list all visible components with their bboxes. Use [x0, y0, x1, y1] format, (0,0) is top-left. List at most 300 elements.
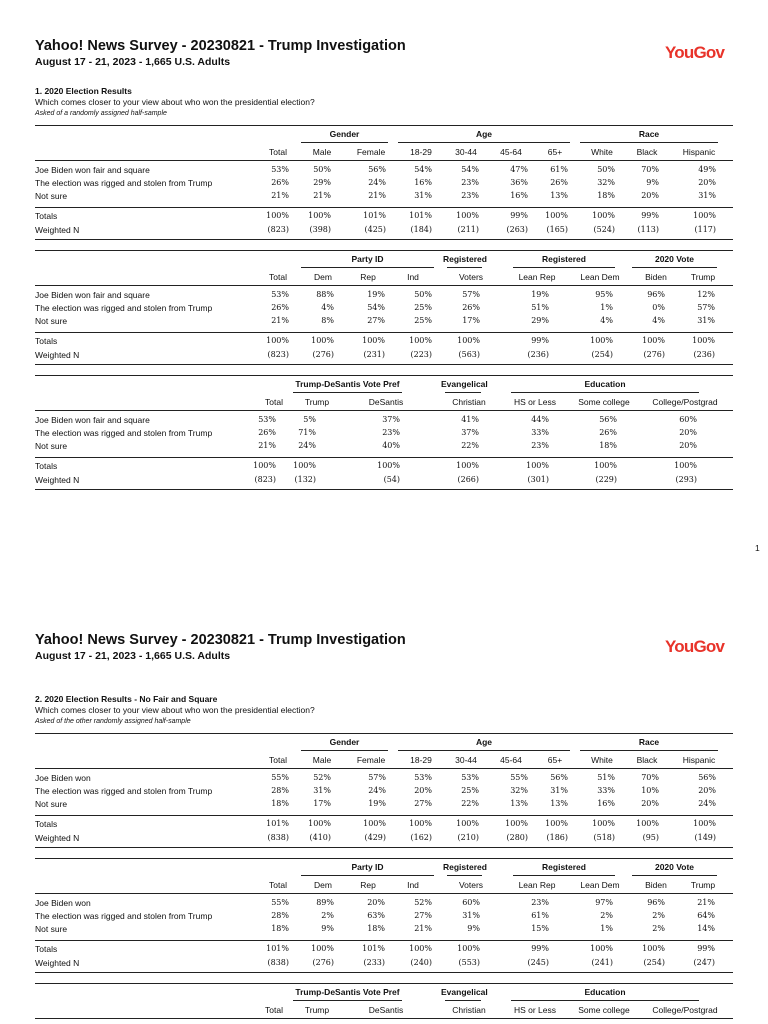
table-cell: 31%	[697, 316, 715, 325]
column-header: Biden	[645, 880, 667, 890]
column-header: Hispanic	[682, 755, 716, 765]
table-bottom-rule	[35, 239, 733, 240]
totals-cell: 100%	[456, 461, 479, 470]
table-cell: 27%	[414, 799, 432, 808]
table-cell: 31%	[414, 191, 432, 200]
weighted-n-cell: (301)	[527, 475, 549, 484]
table-cell: 28%	[271, 911, 289, 920]
group-header: Trump-DeSantis Vote Pref	[295, 987, 400, 997]
weighted-n-label: Weighted N	[35, 833, 80, 843]
totals-cell: 100%	[409, 944, 432, 953]
table-cell: 61%	[531, 911, 549, 920]
question-title: 2. 2020 Election Results - No Fair and Square	[35, 694, 218, 704]
totals-cell: 100%	[693, 819, 716, 828]
table-cell: 70%	[641, 773, 659, 782]
group-rule	[580, 750, 718, 751]
group-rule	[293, 1000, 402, 1001]
totals-cell: 100%	[590, 336, 613, 345]
group-header: Registered	[443, 254, 487, 264]
table-cell: 24%	[298, 441, 316, 450]
weighted-n-label: Weighted N	[35, 475, 80, 485]
header-rule	[35, 285, 733, 286]
weighted-n-cell: (276)	[312, 958, 334, 967]
row-label: Joe Biden won fair and square	[35, 290, 150, 300]
table-cell: 23%	[531, 441, 549, 450]
table-cell: 55%	[271, 773, 289, 782]
totals-cell: 101%	[266, 819, 289, 828]
column-header: HS or Less	[513, 397, 557, 407]
table-cell: 64%	[697, 911, 715, 920]
table-cell: 19%	[368, 799, 386, 808]
body-rule	[35, 940, 733, 941]
column-header: Rep	[360, 880, 376, 890]
group-rule	[632, 875, 717, 876]
row-label: Joe Biden won fair and square	[35, 415, 150, 425]
table-cell: 53%	[414, 773, 432, 782]
column-header: Dem	[314, 880, 332, 890]
totals-cell: 100%	[457, 336, 480, 345]
table-cell: 26%	[271, 178, 289, 187]
totals-cell: 100%	[266, 336, 289, 345]
weighted-n-cell: (276)	[312, 350, 334, 359]
group-rule	[447, 875, 482, 876]
table-cell: 21%	[271, 316, 289, 325]
column-header: Female	[356, 755, 386, 765]
table-cell: 13%	[550, 191, 568, 200]
report-title: Yahoo! News Survey - 20230821 - Trump Investigation	[35, 38, 406, 54]
group-header: 2020 Vote	[654, 862, 695, 872]
table-cell: 2%	[652, 911, 665, 920]
weighted-n-cell: (247)	[693, 958, 715, 967]
table-cell: 1%	[600, 924, 613, 933]
weighted-n-cell: (95)	[642, 833, 659, 842]
row-label: The election was rigged and stolen from Trump	[35, 911, 213, 921]
table-cell: 18%	[271, 799, 289, 808]
group-header: Party ID	[351, 862, 384, 872]
table-cell: 20%	[679, 441, 697, 450]
totals-cell: 100%	[636, 819, 659, 828]
group-header: Evangelical	[441, 987, 488, 997]
column-header: DeSantis	[368, 397, 404, 407]
table-cell: 70%	[641, 165, 659, 174]
group-header: Registered	[443, 862, 487, 872]
question-note: Asked of the other randomly assigned half-sample	[35, 718, 191, 725]
weighted-n-cell: (113)	[637, 225, 659, 234]
table-cell: 21%	[271, 191, 289, 200]
group-header: Registered	[542, 254, 586, 264]
group-rule	[301, 750, 388, 751]
column-header: Christian	[452, 1005, 486, 1015]
group-rule	[293, 392, 402, 393]
table-cell: 2%	[600, 911, 613, 920]
table-cell: 53%	[271, 290, 289, 299]
totals-cell: 101%	[266, 944, 289, 953]
totals-cell: 100%	[592, 819, 615, 828]
column-header: Total	[269, 880, 287, 890]
table-cell: 28%	[271, 786, 289, 795]
weighted-n-cell: (186)	[546, 833, 568, 842]
weighted-n-cell: (254)	[591, 350, 613, 359]
column-header: Total	[265, 1005, 283, 1015]
table-top-rule	[35, 858, 733, 859]
weighted-n-cell: (293)	[675, 475, 697, 484]
totals-cell: 100%	[311, 944, 334, 953]
group-rule	[301, 875, 434, 876]
table-cell: 95%	[595, 290, 613, 299]
totals-cell: 100%	[594, 461, 617, 470]
table-cell: 57%	[462, 290, 480, 299]
totals-cell: 100%	[642, 336, 665, 345]
totals-cell: 100%	[363, 819, 386, 828]
weighted-n-cell: (838)	[267, 833, 289, 842]
table-cell: 20%	[414, 786, 432, 795]
group-rule	[301, 142, 388, 143]
weighted-n-cell: (236)	[693, 350, 715, 359]
page-number: 1	[755, 543, 760, 553]
table-cell: 20%	[679, 428, 697, 437]
row-label: The election was rigged and stolen from Trump	[35, 428, 213, 438]
totals-cell: 100%	[457, 944, 480, 953]
group-rule	[398, 142, 570, 143]
table-cell: 18%	[367, 924, 385, 933]
weighted-n-cell: (838)	[267, 958, 289, 967]
table-cell: 18%	[599, 441, 617, 450]
table-cell: 16%	[414, 178, 432, 187]
column-header: Black	[636, 755, 658, 765]
table-cell: 27%	[367, 316, 385, 325]
weighted-n-cell: (233)	[363, 958, 385, 967]
table-cell: 54%	[414, 165, 432, 174]
weighted-n-cell: (524)	[593, 225, 615, 234]
table-cell: 44%	[531, 415, 549, 424]
column-header: DeSantis	[368, 1005, 404, 1015]
column-header: Trump	[690, 272, 716, 282]
weighted-n-cell: (553)	[458, 958, 480, 967]
group-rule	[445, 1000, 481, 1001]
table-top-rule	[35, 983, 733, 984]
body-rule	[35, 332, 733, 333]
table-cell: 26%	[271, 303, 289, 312]
weighted-n-cell: (425)	[364, 225, 386, 234]
table-cell: 1%	[600, 303, 613, 312]
column-header: 45-64	[500, 147, 522, 157]
group-header: Gender	[329, 129, 360, 139]
table-cell: 23%	[461, 178, 479, 187]
table-cell: 52%	[414, 898, 432, 907]
table-cell: 26%	[599, 428, 617, 437]
group-rule	[301, 267, 434, 268]
weighted-n-cell: (245)	[527, 958, 549, 967]
column-header: Lean Rep	[518, 272, 556, 282]
weighted-n-cell: (280)	[506, 833, 528, 842]
table-cell: 25%	[461, 786, 479, 795]
column-header: Lean Dem	[580, 272, 620, 282]
column-header: Total	[269, 147, 287, 157]
report-subtitle: August 17 - 21, 2023 - 1,665 U.S. Adults	[35, 56, 231, 68]
table-cell: 18%	[271, 924, 289, 933]
table-cell: 20%	[367, 898, 385, 907]
totals-cell: 100%	[642, 944, 665, 953]
table-cell: 29%	[531, 316, 549, 325]
totals-cell: 100%	[592, 211, 615, 220]
table-cell: 2%	[321, 911, 334, 920]
table-cell: 31%	[462, 911, 480, 920]
column-header: Trump	[690, 880, 716, 890]
column-header: College/Postgrad	[652, 397, 718, 407]
totals-cell: 101%	[409, 211, 432, 220]
weighted-n-cell: (223)	[410, 350, 432, 359]
table-cell: 14%	[697, 924, 715, 933]
group-rule	[445, 392, 481, 393]
totals-cell: 100%	[409, 336, 432, 345]
table-cell: 36%	[510, 178, 528, 187]
table-cell: 16%	[510, 191, 528, 200]
row-label: Not sure	[35, 441, 68, 451]
table-cell: 18%	[597, 191, 615, 200]
column-header: 18-29	[410, 755, 432, 765]
table-cell: 0%	[652, 303, 665, 312]
table-cell: 52%	[313, 773, 331, 782]
column-header: Some college	[578, 1005, 630, 1015]
totals-cell: 100%	[545, 819, 568, 828]
totals-cell: 99%	[531, 336, 549, 345]
weighted-n-label: Weighted N	[35, 958, 80, 968]
weighted-n-cell: (518)	[593, 833, 615, 842]
totals-cell: 100%	[293, 461, 316, 470]
question-text: Which comes closer to your view about who won the presidential election?	[35, 97, 315, 107]
totals-cell: 100%	[308, 819, 331, 828]
column-header: Male	[312, 147, 332, 157]
group-header: Age	[475, 129, 493, 139]
table-cell: 19%	[367, 290, 385, 299]
table-cell: 10%	[641, 786, 659, 795]
row-label: Not sure	[35, 191, 68, 201]
totals-label: Totals	[35, 461, 58, 471]
weighted-n-cell: (276)	[643, 350, 665, 359]
table-cell: 49%	[698, 165, 716, 174]
table-cell: 57%	[368, 773, 386, 782]
weighted-n-cell: (398)	[309, 225, 331, 234]
table-cell: 21%	[368, 191, 386, 200]
group-header: Race	[638, 129, 660, 139]
table-cell: 51%	[531, 303, 549, 312]
table-cell: 21%	[697, 898, 715, 907]
table-cell: 22%	[461, 441, 479, 450]
table-cell: 88%	[316, 290, 334, 299]
table-cell: 20%	[698, 786, 716, 795]
table-cell: 53%	[258, 415, 276, 424]
weighted-n-cell: (236)	[527, 350, 549, 359]
column-header: White	[591, 755, 613, 765]
table-cell: 31%	[698, 191, 716, 200]
weighted-n-cell: (211)	[457, 225, 479, 234]
table-cell: 89%	[316, 898, 334, 907]
table-cell: 47%	[510, 165, 528, 174]
group-rule	[580, 142, 718, 143]
totals-cell: 100%	[505, 819, 528, 828]
table-cell: 96%	[647, 898, 665, 907]
table-cell: 21%	[414, 924, 432, 933]
weighted-n-cell: (165)	[546, 225, 568, 234]
row-label: Not sure	[35, 799, 68, 809]
table-cell: 17%	[462, 316, 480, 325]
table-cell: 19%	[531, 290, 549, 299]
table-cell: 2%	[652, 924, 665, 933]
weighted-n-cell: (823)	[267, 225, 289, 234]
totals-cell: 99%	[697, 944, 715, 953]
totals-cell: 100%	[456, 819, 479, 828]
weighted-n-cell: (210)	[457, 833, 479, 842]
column-header: Voters	[458, 272, 484, 282]
table-cell: 56%	[368, 165, 386, 174]
weighted-n-cell: (266)	[457, 475, 479, 484]
column-header: Male	[312, 755, 332, 765]
table-cell: 23%	[382, 428, 400, 437]
table-cell: 31%	[550, 786, 568, 795]
table-cell: 9%	[646, 178, 659, 187]
weighted-n-label: Weighted N	[35, 225, 80, 235]
column-header: Rep	[360, 272, 376, 282]
header-rule	[35, 893, 733, 894]
body-rule	[35, 815, 733, 816]
totals-cell: 100%	[409, 819, 432, 828]
weighted-n-cell: (823)	[254, 475, 276, 484]
group-header: 2020 Vote	[654, 254, 695, 264]
weighted-n-cell: (254)	[643, 958, 665, 967]
body-rule	[35, 207, 733, 208]
totals-cell: 100%	[311, 336, 334, 345]
weighted-n-cell: (149)	[694, 833, 716, 842]
weighted-n-cell: (410)	[309, 833, 331, 842]
totals-cell: 100%	[377, 461, 400, 470]
group-header: Age	[475, 737, 493, 747]
row-label: Not sure	[35, 924, 68, 934]
totals-cell: 100%	[266, 211, 289, 220]
row-label: Joe Biden won fair and square	[35, 165, 150, 175]
column-header: White	[591, 147, 613, 157]
column-header: 65+	[547, 147, 563, 157]
row-label: Joe Biden won	[35, 898, 91, 908]
table-cell: 22%	[461, 799, 479, 808]
table-cell: 4%	[321, 303, 334, 312]
table-bottom-rule	[35, 489, 733, 490]
table-cell: 54%	[367, 303, 385, 312]
table-bottom-rule	[35, 972, 733, 973]
table-cell: 55%	[510, 773, 528, 782]
table-cell: 13%	[510, 799, 528, 808]
table-cell: 24%	[368, 786, 386, 795]
weighted-n-cell: (117)	[694, 225, 716, 234]
header-rule	[35, 410, 733, 411]
group-header: Party ID	[351, 254, 384, 264]
table-cell: 4%	[600, 316, 613, 325]
totals-cell: 99%	[510, 211, 528, 220]
table-cell: 50%	[313, 165, 331, 174]
table-cell: 56%	[698, 773, 716, 782]
group-rule	[511, 392, 699, 393]
table-cell: 5%	[303, 415, 316, 424]
totals-label: Totals	[35, 944, 58, 954]
group-header: Evangelical	[441, 379, 488, 389]
table-bottom-rule	[35, 364, 733, 365]
table-cell: 29%	[313, 178, 331, 187]
table-cell: 56%	[599, 415, 617, 424]
totals-cell: 100%	[362, 336, 385, 345]
group-rule	[513, 267, 615, 268]
table-cell: 51%	[597, 773, 615, 782]
weighted-n-cell: (429)	[364, 833, 386, 842]
table-cell: 15%	[531, 924, 549, 933]
table-cell: 25%	[414, 303, 432, 312]
totals-cell: 100%	[674, 461, 697, 470]
table-cell: 13%	[550, 799, 568, 808]
column-header: Trump	[304, 1005, 330, 1015]
table-cell: 31%	[313, 786, 331, 795]
totals-cell: 100%	[693, 211, 716, 220]
table-cell: 96%	[647, 290, 665, 299]
table-cell: 4%	[652, 316, 665, 325]
yougov-logo: YouGov	[665, 637, 725, 656]
table-cell: 27%	[414, 911, 432, 920]
table-cell: 8%	[321, 316, 334, 325]
totals-cell: 101%	[363, 211, 386, 220]
row-label: The election was rigged and stolen from Trump	[35, 786, 213, 796]
table-cell: 97%	[595, 898, 613, 907]
row-label: The election was rigged and stolen from Trump	[35, 303, 213, 313]
table-cell: 21%	[258, 441, 276, 450]
table-cell: 24%	[368, 178, 386, 187]
column-header: Hispanic	[682, 147, 716, 157]
column-header: Biden	[645, 272, 667, 282]
totals-cell: 100%	[456, 211, 479, 220]
table-cell: 60%	[462, 898, 480, 907]
column-header: 45-64	[500, 755, 522, 765]
table-bottom-rule	[35, 847, 733, 848]
table-cell: 50%	[597, 165, 615, 174]
column-header: Lean Rep	[518, 880, 556, 890]
weighted-n-cell: (229)	[595, 475, 617, 484]
table-cell: 26%	[258, 428, 276, 437]
row-label: Not sure	[35, 316, 68, 326]
column-header: Lean Dem	[580, 880, 620, 890]
table-cell: 32%	[597, 178, 615, 187]
weighted-n-cell: (132)	[294, 475, 316, 484]
table-cell: 23%	[461, 191, 479, 200]
weighted-n-label: Weighted N	[35, 350, 80, 360]
table-cell: 33%	[597, 786, 615, 795]
table-cell: 20%	[698, 178, 716, 187]
table-cell: 20%	[641, 799, 659, 808]
totals-cell: 100%	[253, 461, 276, 470]
table-cell: 26%	[462, 303, 480, 312]
question-text: Which comes closer to your view about who won the presidential election?	[35, 705, 315, 715]
column-header: Trump	[304, 397, 330, 407]
report-subtitle: August 17 - 21, 2023 - 1,665 U.S. Adults	[35, 650, 231, 662]
table-cell: 61%	[550, 165, 568, 174]
weighted-n-cell: (241)	[591, 958, 613, 967]
body-rule	[35, 457, 733, 458]
group-header: Education	[584, 987, 626, 997]
table-cell: 32%	[510, 786, 528, 795]
table-cell: 16%	[597, 799, 615, 808]
header-rule	[35, 160, 733, 161]
yougov-logo: YouGov	[665, 43, 725, 62]
table-cell: 9%	[467, 924, 480, 933]
table-cell: 53%	[271, 165, 289, 174]
table-cell: 53%	[461, 773, 479, 782]
table-cell: 9%	[321, 924, 334, 933]
column-header: HS or Less	[513, 1005, 557, 1015]
